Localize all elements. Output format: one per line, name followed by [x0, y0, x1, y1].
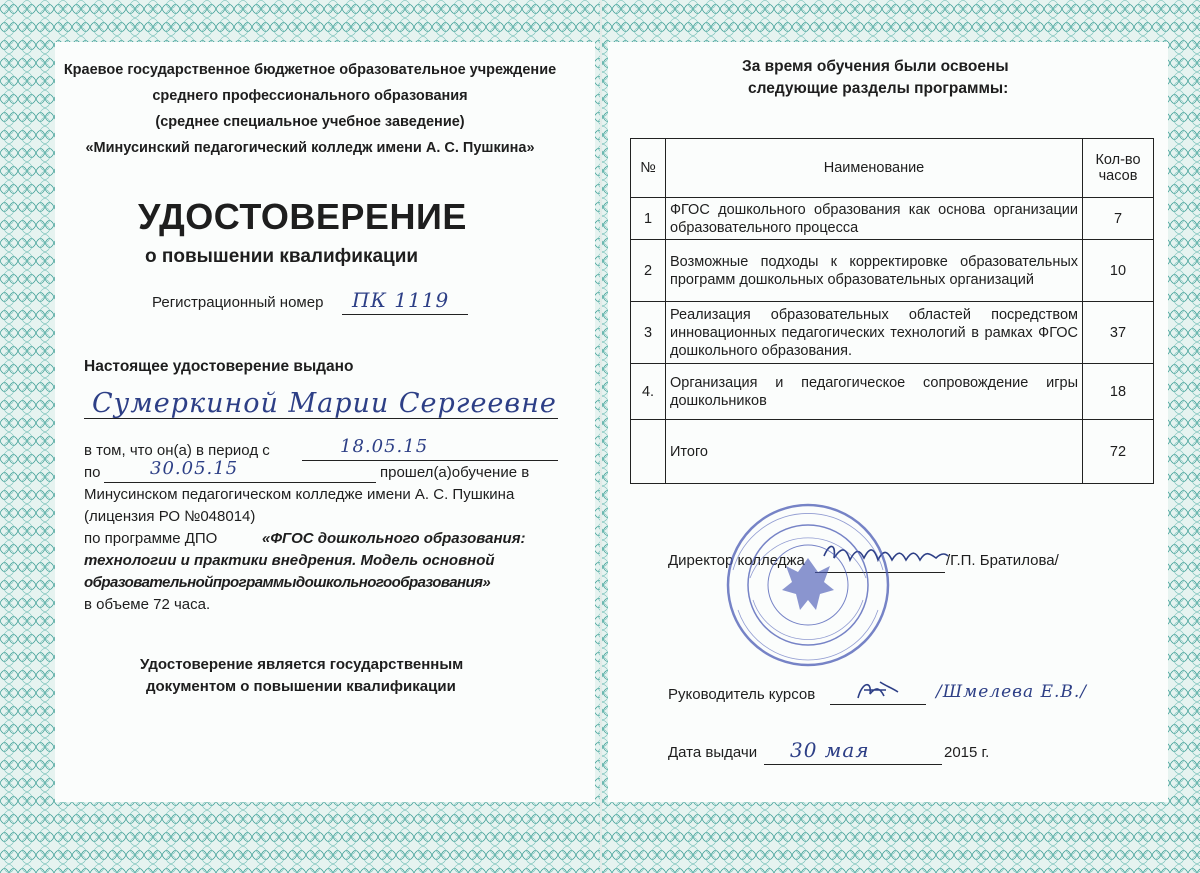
header-num: №	[631, 139, 666, 198]
row-name: Организация и педагогическое сопровождение игры дошкольников	[666, 364, 1083, 420]
program-title-line-1: «ФГОС дошкольного образования:	[262, 530, 526, 547]
table-total-row	[631, 420, 1154, 484]
official-seal-stamp	[708, 500, 908, 670]
program-prefix: по программе ДПО	[84, 530, 218, 547]
issue-date-handwritten: 30 мая	[790, 738, 870, 762]
issued-to-label: Настоящее удостоверение выдано	[84, 358, 354, 375]
document-subtitle: о повышении квалификации	[145, 246, 419, 267]
total-num-cell	[631, 420, 666, 484]
row-num: 1	[631, 198, 666, 240]
institution-line-4: «Минусинский педагогический колледж имени А. С. Пушкина»	[85, 140, 535, 156]
institution-line-3: (среднее специальное учебное заведение)	[155, 114, 465, 130]
table-header-row	[631, 139, 1154, 198]
issue-year: 2015 г.	[944, 744, 990, 761]
registration-number: ПК 1119	[352, 288, 450, 312]
row-hours: 7	[1083, 198, 1154, 240]
institution-line-2: среднего профессионального образования	[152, 88, 468, 104]
course-head-label: Руководитель курсов	[668, 686, 816, 703]
program-title-line-2: технологии и практики внедрения. Модель основной	[84, 552, 495, 569]
program-sections-heading-1: За время обучения были освоены	[742, 58, 1009, 75]
total-label: Итого	[666, 420, 1083, 484]
footer-line-1: Удостоверение является государственным	[140, 656, 464, 673]
footer-line-2: документом о повышении квалификации	[146, 678, 456, 695]
row-hours: 18	[1083, 364, 1154, 420]
period-to-value: 30.05.15	[150, 458, 239, 479]
course-head-name: /Шмелева Е.В./	[936, 682, 1088, 702]
page-fold	[600, 0, 602, 873]
program-sections-table	[630, 138, 1154, 484]
period-from-label: в том, что он(а) в период с	[84, 442, 270, 459]
program-title-line-3: образовательнойпрограммыдошкольногообразования»	[84, 574, 491, 591]
total-hours: 72	[1083, 420, 1154, 484]
volume-text: в объеме 72 часа.	[84, 596, 211, 613]
table-row	[631, 198, 1154, 240]
period-to-label: по	[84, 464, 101, 481]
row-num: 4.	[631, 364, 666, 420]
director-label: Директор колледжа	[668, 552, 805, 569]
college-line: Минусинском педагогическом колледже имени А. С. Пушкина	[84, 486, 515, 503]
table-row	[631, 364, 1154, 420]
issue-date-label: Дата выдачи	[668, 744, 758, 761]
header-hours: Кол-во часов	[1083, 139, 1154, 198]
row-num: 3	[631, 302, 666, 364]
row-hours: 37	[1083, 302, 1154, 364]
recipient-name: Сумеркиной Марии Сергеевне	[92, 388, 557, 419]
period-from-value: 18.05.15	[340, 436, 429, 457]
row-name: Возможные подходы к корректировке образовательных программ дошкольных образовательных организаций	[666, 240, 1083, 302]
course-head-signature	[852, 676, 902, 704]
period-to-line	[104, 462, 376, 483]
row-hours: 10	[1083, 240, 1154, 302]
table-row	[631, 240, 1154, 302]
row-num: 2	[631, 240, 666, 302]
license-line: (лицензия РО №048014)	[84, 508, 256, 525]
row-name: ФГОС дошкольного образования как основа организации образовательного процесса	[666, 198, 1083, 240]
document-title: УДОСТОВЕРЕНИЕ	[138, 196, 467, 237]
director-name: /Г.П. Братилова/	[946, 552, 1059, 569]
table-row	[631, 302, 1154, 364]
program-sections-heading-2: следующие разделы программы:	[748, 80, 1009, 97]
registration-label: Регистрационный номер	[152, 294, 324, 311]
passed-training-label: прошел(а)обучение в	[380, 464, 530, 481]
institution-line-1: Краевое государственное бюджетное образовательное учреждение	[63, 62, 557, 78]
header-name: Наименование	[666, 139, 1083, 198]
row-name: Реализация образовательных областей посредством инновационных педагогических технологий в рамках ФГОС дошкольного образования.	[666, 302, 1083, 364]
